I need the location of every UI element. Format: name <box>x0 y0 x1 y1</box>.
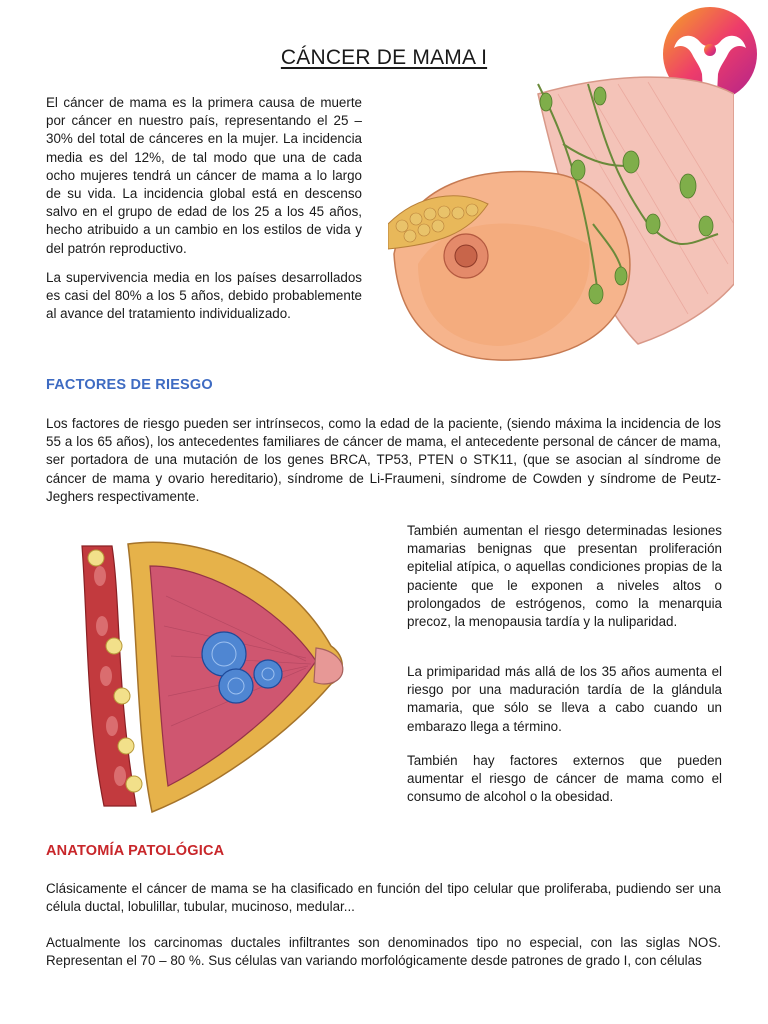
intro-paragraph-2: La supervivencia media en los países desarrollados es casi del 80% a los 5 años, debido probablemente al avance del tratamiento individualizado. <box>46 270 362 322</box>
anatomia-paragraph-1: Clásicamente el cáncer de mama se ha clasificado en función del tipo celular que proliferaba, pudiendo ser una célula ductal, lobulillar, tubular, mucinoso, medular... <box>46 881 721 915</box>
section-heading-factores: FACTORES DE RIESGO <box>46 377 213 393</box>
factores-paragraph-2: También aumentan el riesgo determinadas lesiones mamarias benignas que presentan proliferación epitelial atípica, o aquellas condiciones propias de la paciente que le exponen a niveles altos o prolongados de estrógenos, como la menarquia precoz, la menopausia tardía y la nuliparidad. <box>407 523 722 630</box>
intro-paragraph-1: El cáncer de mama es la primera causa de muerte por cáncer en nuestro país, representando el 25 – 30% del total de cánceres en la mujer. La incidencia media es del 12%, de tal modo que una de cada ocho mujeres tendrá un cáncer de mama a lo largo de su vida. La incidencia global está en descenso salvo en el grupo de edad de los 25 a los 45 años, hecho atribuido a un cambio en los estilos de vida y del patrón reproductivo. <box>46 95 362 256</box>
breast-cross-section-illustration <box>76 536 346 814</box>
section-heading-anatomia: ANATOMÍA PATOLÓGICA <box>46 843 225 859</box>
breast-anatomy-illustration <box>388 74 734 366</box>
factores-paragraph-3: La primiparidad más allá de los 35 años aumenta el riesgo por una maduración tardía de la glándula mamaria, que sólo se lleva a cabo cuando un embarazo llega a término. <box>407 664 722 734</box>
page-title: CÁNCER DE MAMA I <box>280 46 488 69</box>
anatomia-paragraph-2: Actualmente los carcinomas ductales infiltrantes son denominados tipo no especial, con las siglas NOS. Representan el 70 – 80 %. Sus células van variando morfológicamente desde patrones de grado I, con células <box>46 935 721 969</box>
factores-paragraph-4: También hay factores externos que pueden aumentar el riesgo de cáncer de mama como el consumo de alcohol o la obesidad. <box>407 753 722 805</box>
factores-paragraph-1: Los factores de riesgo pueden ser intrínsecos, como la edad de la paciente, (siendo máxima la incidencia de los 55 a los 65 años), los antecedentes familiares de cáncer de mama, el antecedente personal de cáncer de mama, ser portadora de una mutación de los genes BRCA, TP53, PTEN o STK11, (que se asocian al síndrome de cáncer de mama y ovario hereditario), síndrome de Li-Fraumeni, síndrome de Cowden y síndrome de Peutz-Jeghers respectivamente. <box>46 416 721 504</box>
